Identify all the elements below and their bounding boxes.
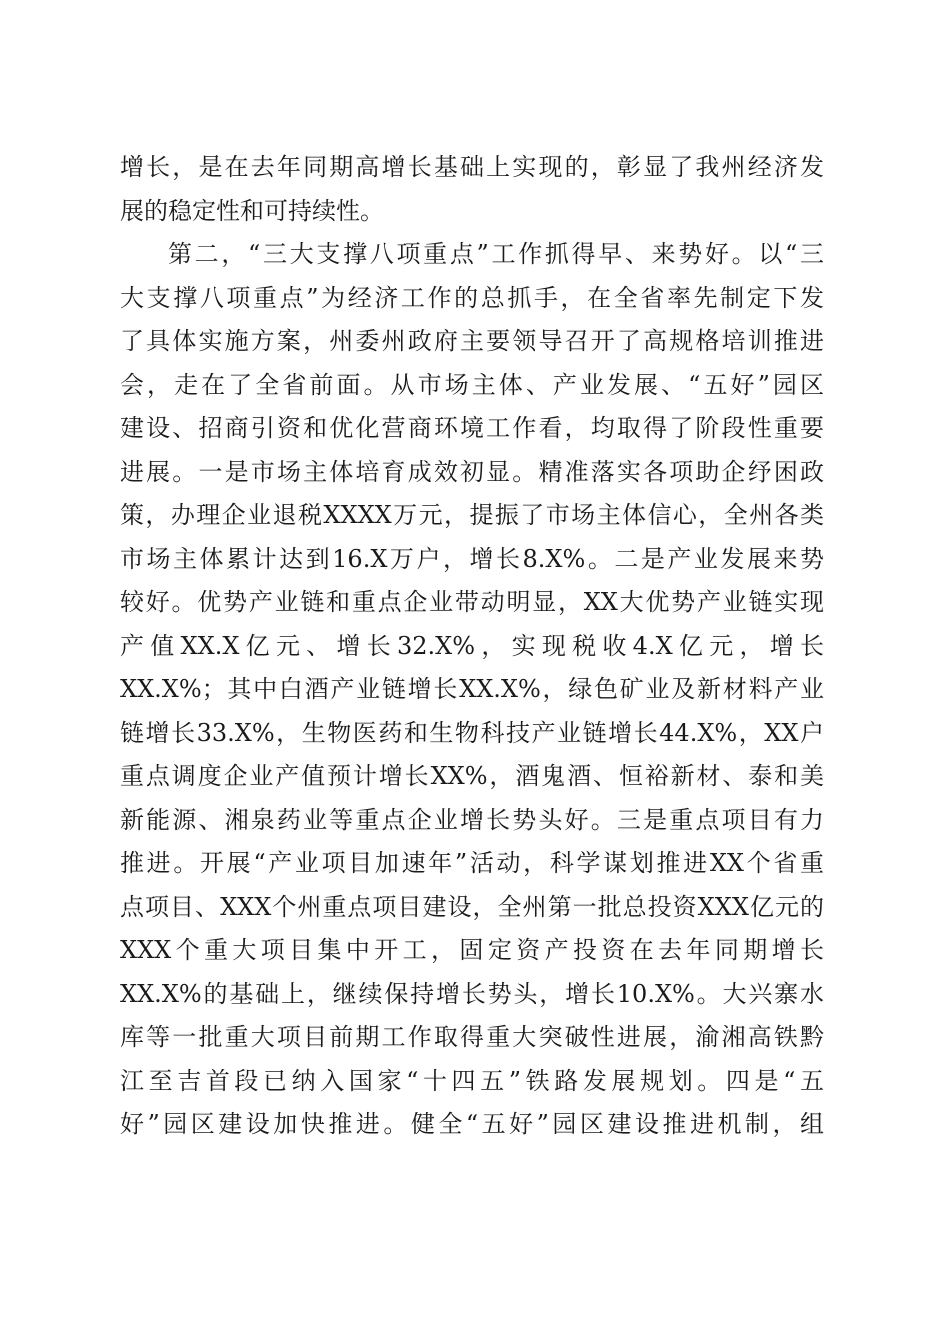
text-line: 展的稳定性和可持续性。: [120, 196, 384, 225]
text-line: 新能源、湘泉药业等重点企业增长势头好。三是重点项目有力: [120, 805, 824, 834]
text-line: 库等一批重大项目前期工作取得重大突破性进展，渝湘高铁黔: [120, 1023, 824, 1051]
text-line: XXX个重大项目集中开工，固定资产投资在去年同期增长: [120, 936, 824, 964]
text-line: 推进。开展“产业项目加速年”活动，科学谋划推进XX个省重: [120, 849, 824, 877]
text-line: 产值XX.X亿元、增长32.X%，实现税收4.X亿元，增长: [120, 631, 824, 660]
text-line: 链增长33.X%，生物医药和生物科技产业链增长44.X%，XX户: [120, 718, 824, 747]
body-text: [120, 146, 824, 1147]
text-line: 好”园区建设加快推进。健全“五好”园区建设推进机制，组: [120, 1110, 824, 1138]
text-line: 进展。一是市场主体培育成效初显。精准落实各项助企纾困政: [120, 457, 824, 486]
text-line: 建设、招商引资和优化营商环境工作看，均取得了阶段性重要: [120, 414, 824, 442]
text-line: XX.X%；其中白酒产业链增长XX.X%，绿色矿业及新材料产业: [120, 675, 824, 703]
text-line: 会，走在了全省前面。从市场主体、产业发展、“五好”园区: [120, 370, 824, 399]
text-line: 大支撑八项重点”为经济工作的总抓手，在全省率先制定下发: [120, 283, 824, 312]
text-line: 策，办理企业退税XXXX万元，提振了市场主体信心，全州各类: [120, 501, 824, 529]
text-line: 江至吉首段已纳入国家“十四五”铁路发展规划。四是“五: [120, 1066, 824, 1095]
text-line: 市场主体累计达到16.X万户，增长8.X%。二是产业发展来势: [120, 544, 824, 573]
text-line: 增长，是在去年同期高增长基础上实现的，彰显了我州经济发: [120, 153, 824, 181]
text-line: 较好。优势产业链和重点企业带动明显，XX大优势产业链实现: [120, 588, 824, 616]
text-line: 了具体实施方案，州委州政府主要领导召开了高规格培训推进: [120, 327, 824, 355]
text-line: XX.X%的基础上，继续保持增长势头，增长10.X%。大兴寨水: [120, 979, 824, 1008]
text-line: 重点调度企业产值预计增长XX%，酒鬼酒、恒裕新材、泰和美: [120, 762, 824, 790]
text-line: 点项目、XXX个州重点项目建设，全州第一批总投资XXX亿元的: [120, 892, 824, 921]
paragraph-start-line: 第二，“三大支撑八项重点”工作抓得早、来势好。以“三: [168, 240, 824, 268]
